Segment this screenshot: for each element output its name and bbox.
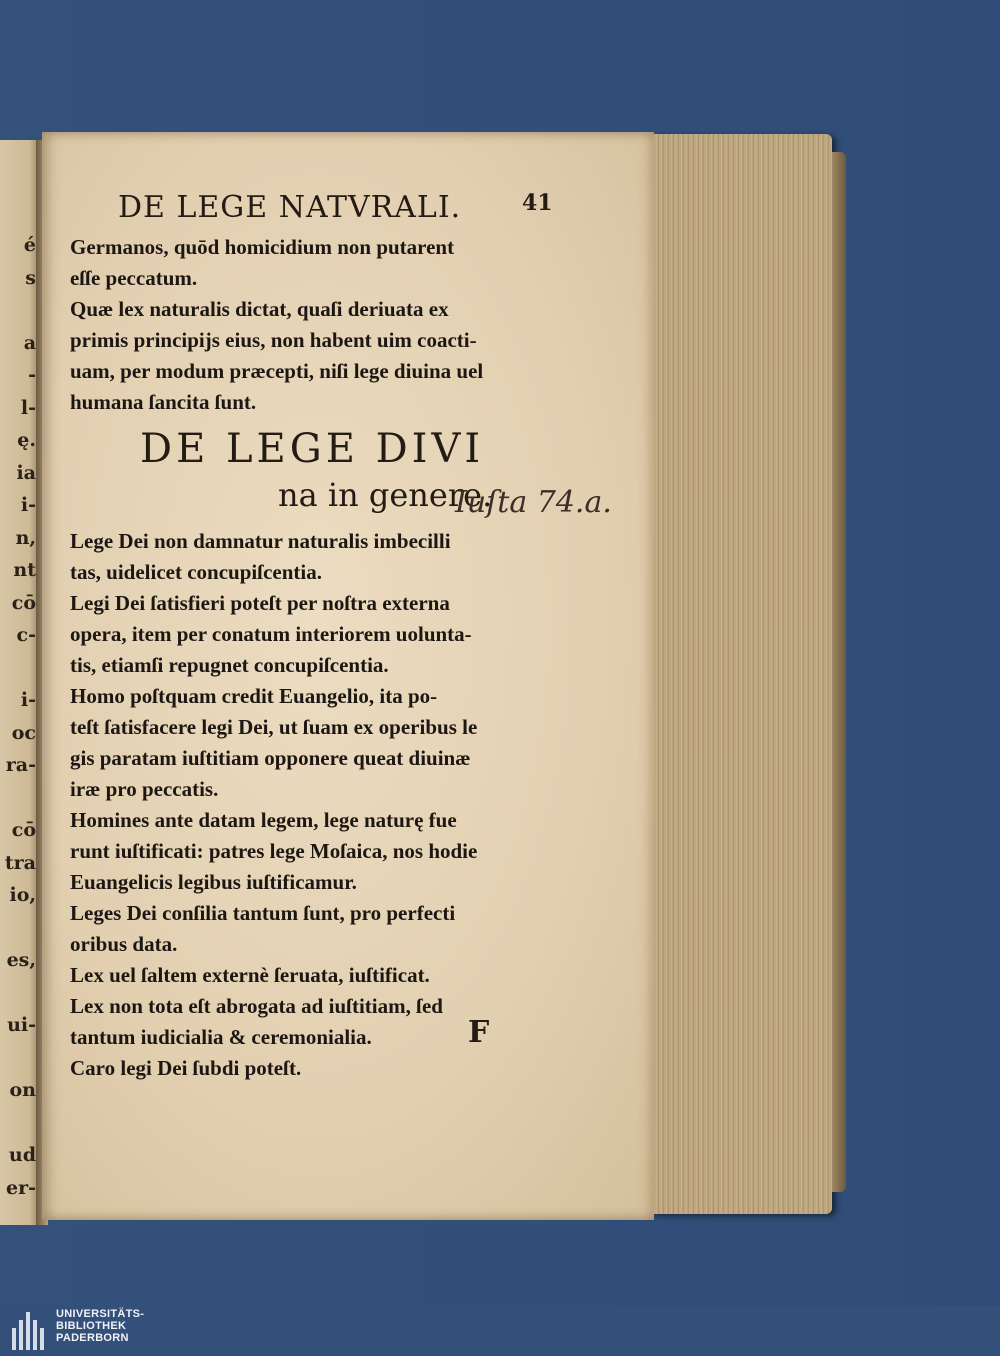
text-line: eſſe peccatum.	[70, 266, 198, 290]
left-fragment: er-	[6, 1176, 36, 1199]
text-line: tis, etiamſi repugnet concupiſcentia.	[70, 653, 389, 677]
left-fragment: c-	[16, 624, 36, 646]
left-fragment: tra	[4, 851, 36, 874]
left-fragment: é	[23, 234, 36, 256]
left-fragment: a	[23, 331, 36, 354]
text-line: Germanos, quōd homicidium non putarent	[70, 235, 455, 259]
text-line: humana ſancita ſunt.	[70, 390, 257, 414]
library-logo-icon	[12, 1312, 48, 1350]
left-fragment: l-	[20, 396, 36, 419]
text-line: gis paratam iuſtitiam opponere queat diuinæ	[70, 746, 471, 770]
text-line: teſt ſatisfacere legi Dei, ut ſuam ex operibus le	[70, 715, 478, 739]
text-line: opera, item per conatum interiorem uolunta-	[70, 622, 472, 646]
text-line: Caro legi Dei ſubdi poteſt.	[70, 1056, 302, 1080]
page-block-edge	[650, 134, 832, 1214]
left-fragment: nt	[13, 559, 36, 581]
text-line: iræ pro peccatis.	[70, 777, 219, 801]
text-line: Homines ante datam legem, lege naturę fue	[70, 808, 457, 832]
footer-bar	[0, 1306, 1000, 1356]
text-line: Lex uel ſaltem externè ſeruata, iuſtificat.	[70, 963, 430, 987]
left-fragment: io,	[9, 884, 36, 906]
left-fragment: n,	[15, 526, 36, 549]
left-fragment: i-	[20, 494, 36, 516]
left-fragment: ra-	[5, 754, 36, 776]
heading-line-1: DE LEGE DIVI	[140, 426, 485, 472]
text-line: Quæ lex naturalis dictat, quaſi deriuata ex	[70, 297, 449, 321]
left-fragment: ę.	[17, 429, 36, 451]
text-line: Lege Dei non damnatur naturalis imbecilli	[70, 529, 451, 553]
left-fragment	[0, 1108, 36, 1141]
left-fragment: cō	[11, 819, 36, 841]
library-name-line-1: UNIVERSITÄTS-	[56, 1308, 145, 1320]
text-line: oribus data.	[70, 932, 178, 956]
left-fragment: cō	[11, 591, 36, 614]
page-number: 41	[522, 190, 553, 216]
running-head: DE LEGE NATVRALI.	[118, 190, 462, 225]
left-fragment: on	[9, 1079, 36, 1101]
handwritten-annotation: Iuſta 74.a.	[455, 485, 612, 520]
left-fragment	[0, 1043, 36, 1076]
left-page-text-fragments	[0, 230, 36, 1205]
left-fragment: ia	[16, 461, 36, 484]
left-fragment	[0, 913, 36, 946]
body-paragraph-block	[70, 526, 550, 1084]
text-line: Euangelicis legibus iuſtificamur.	[70, 870, 357, 894]
text-line: primis principijs eius, non habent uim coacti-	[70, 328, 477, 352]
text-line: tantum iudicialia & ceremonialia.	[70, 1025, 372, 1049]
left-fragment: ud	[8, 1144, 36, 1166]
text-line: Leges Dei conſilia tantum ſunt, pro perfecti	[70, 901, 456, 925]
left-fragment: -	[28, 364, 36, 386]
signature-mark: F	[468, 1015, 490, 1050]
library-name-line-2: BIBLIOTHEK	[56, 1320, 127, 1332]
text-line: Lex non tota eſt abrogata ad iuſtitiam, ſed	[70, 994, 443, 1018]
left-fragment: s	[25, 266, 36, 289]
text-line: tas, uidelicet concupiſcentia.	[70, 560, 322, 584]
heading-line-2: na in genere.	[278, 476, 493, 514]
left-fragment	[0, 653, 36, 686]
left-fragment: es,	[6, 949, 36, 971]
text-line: uam, per modum præcepti, niſi lege diuina uel	[70, 359, 484, 383]
left-fragment: i-	[20, 689, 36, 711]
library-name-line-3: PADERBORN	[56, 1332, 129, 1344]
text-line: runt iuſtificati: patres lege Moſaica, nos hodie	[70, 839, 478, 863]
intro-paragraph-block	[70, 232, 550, 418]
left-fragment	[0, 783, 36, 816]
left-fragment	[0, 978, 36, 1011]
left-fragment: oc	[11, 721, 36, 744]
text-line: Homo poſtquam credit Euangelio, ita po-	[70, 684, 438, 708]
library-name	[56, 1308, 144, 1344]
left-fragment: ui-	[7, 1014, 36, 1036]
left-fragment	[0, 295, 36, 328]
text-line: Legi Dei ſatisfieri poteſt per noſtra externa	[70, 591, 450, 615]
